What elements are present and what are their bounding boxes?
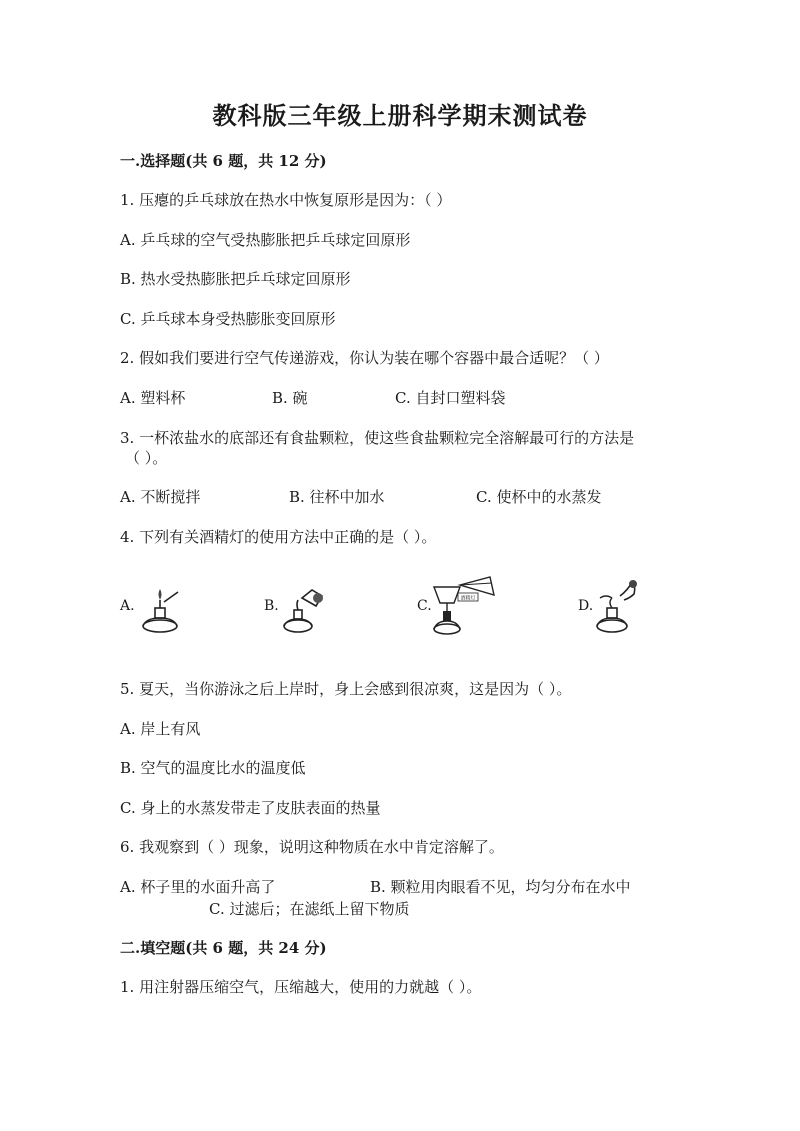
alcohol-lamp-c-image bbox=[432, 575, 502, 639]
section-heading: 二.填空题(共 6 题，共 24 分) bbox=[120, 939, 327, 957]
option-text: C. 自封口塑料袋 bbox=[395, 389, 506, 407]
option-label-d: D. bbox=[578, 598, 594, 614]
option-text: B. 颗粒用肉眼看不见，均匀分布在水中 bbox=[370, 878, 631, 896]
option-text: A. 不断搅拌 bbox=[120, 488, 201, 506]
option-text: A. 岸上有风 bbox=[120, 720, 201, 738]
option-label-b: B. bbox=[264, 598, 279, 614]
question-stem: 4. 下列有关酒精灯的使用方法中正确的是（ ）。 bbox=[120, 528, 437, 546]
page-title: 教科版三年级上册科学期末测试卷 bbox=[212, 101, 588, 130]
option-text: B. 碗 bbox=[272, 389, 308, 407]
question-stem: 6. 我观察到（ ）现象，说明这种物质在水中肯定溶解了。 bbox=[120, 838, 504, 856]
option-text: B. 热水受热膨胀把乒乓球定回原形 bbox=[120, 270, 351, 288]
option-text: B. 空气的温度比水的温度低 bbox=[120, 759, 306, 777]
svg-text:酒精灯: 酒精灯 bbox=[460, 595, 476, 602]
option-text: A. 塑料杯 bbox=[120, 389, 186, 407]
question-stem: 5. 夏天，当你游泳之后上岸时，身上会感到很凉爽，这是因为（ ）。 bbox=[120, 680, 572, 698]
option-text: C. 身上的水蒸发带走了皮肤表面的热量 bbox=[120, 799, 381, 817]
option-text: B. 往杯中加水 bbox=[289, 488, 385, 506]
option-text: C. 乒乓球本身受热膨胀变回原形 bbox=[120, 310, 336, 328]
question-stem: 1. 用注射器压缩空气，压缩越大，使用的力就越（ ）。 bbox=[120, 978, 482, 996]
option-label-a: A. bbox=[120, 598, 135, 614]
alcohol-lamp-d-image bbox=[594, 576, 642, 638]
option-text: C. 过滤后；在滤纸上留下物质 bbox=[209, 900, 410, 918]
option-text: C. 使杯中的水蒸发 bbox=[476, 488, 602, 506]
question-stem: 2. 假如我们要进行空气传递游戏，你认为装在哪个容器中最合适呢？（ ） bbox=[120, 349, 609, 367]
option-text: A. 乒乓球的空气受热膨胀把乒乓球定回原形 bbox=[120, 231, 411, 249]
alcohol-lamp-b-image bbox=[280, 580, 330, 638]
option-text: A. 杯子里的水面升高了 bbox=[120, 878, 276, 896]
option-label-c: C. bbox=[417, 598, 432, 614]
question-stem: 3. 一杯浓盐水的底部还有食盐颗粒，使这些食盐颗粒完全溶解最可行的方法是 bbox=[120, 429, 635, 447]
section-heading: 一.选择题(共 6 题，共 12 分) bbox=[120, 152, 327, 170]
question-stem-continued: （ ）。 bbox=[125, 449, 168, 467]
alcohol-lamp-a-image bbox=[138, 580, 182, 638]
question-stem: 1. 压瘪的乒乓球放在热水中恢复原形是因为：（ ） bbox=[120, 191, 452, 209]
